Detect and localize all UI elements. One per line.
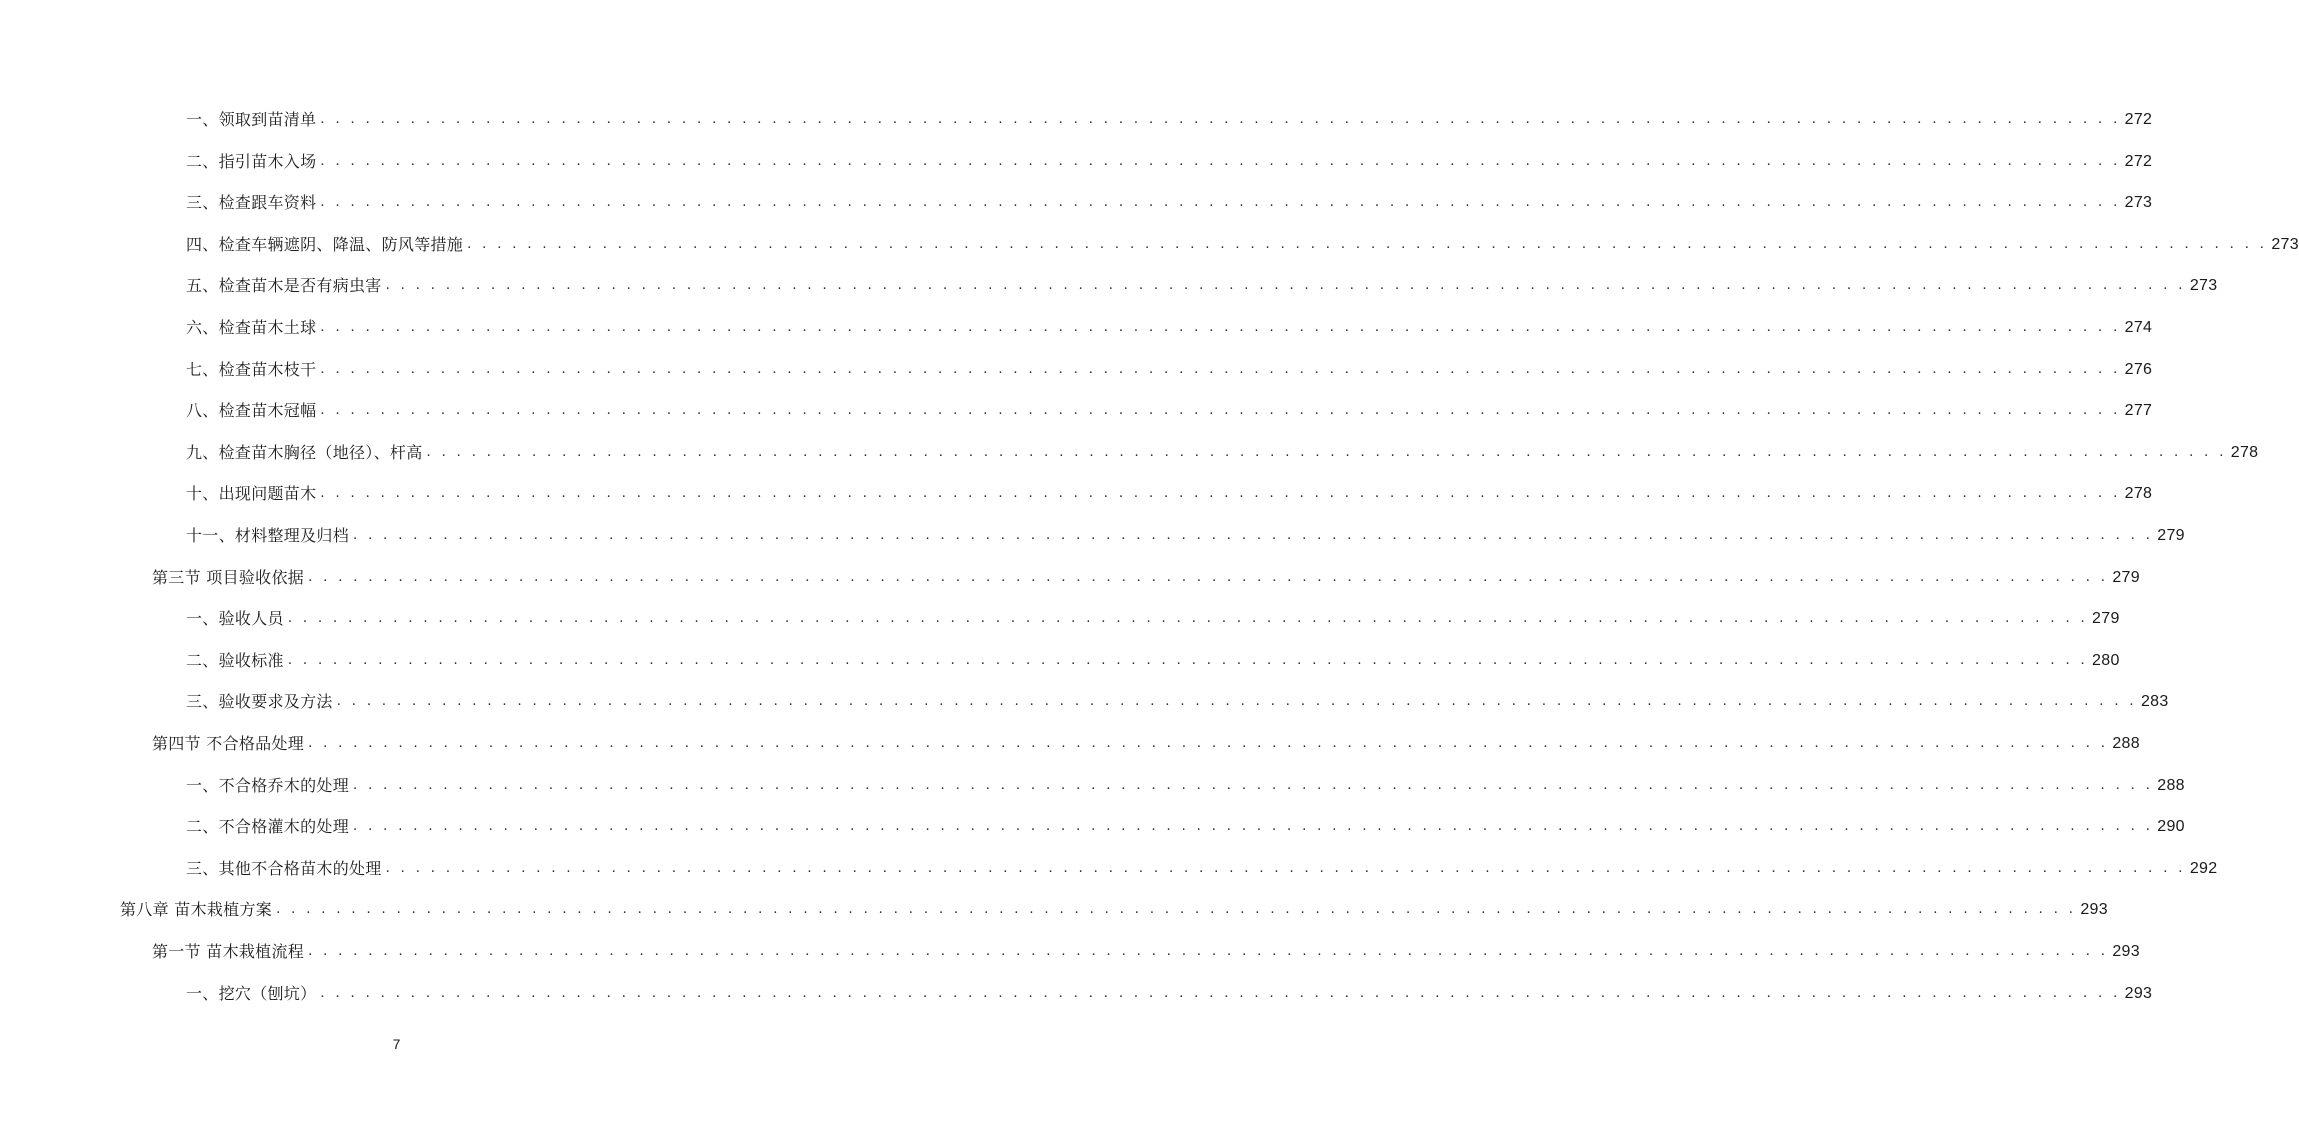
toc-leader-dots: . . . . . . . . . . . . . . . . . . . . . . . . . . . . . . . . . . . . . . . . . . . . . . . . . . . . . . . . . . . . . . . . . . . . . . . . . . . . . . . . . . . . . . . . . . . . . . . . . . . . . . . . . . . . . . . . . . . . . . . . [385,860,2186,876]
toc-entry[interactable] [186,520,2185,546]
toc-leader-dots: . . . . . . . . . . . . . . . . . . . . . . . . . . . . . . . . . . . . . . . . . . . . . . . . . . . . . . . . . . . . . . . . . . . . . . . . . . . . . . . . . . . . . . . . . . . . . . . . . . . . . . . . . . . . . . . . . . . . . . . . [320,195,2121,211]
toc-leader-dots: . . . . . . . . . . . . . . . . . . . . . . . . . . . . . . . . . . . . . . . . . . . . . . . . . . . . . . . . . . . . . . . . . . . . . . . . . . . . . . . . . . . . . . . . . . . . . . . . . . . . . . . . . . . . . . . . . . . . . . . . [320,320,2121,335]
toc-entry-page: 279 [2112,568,2140,586]
toc-entry-page: 279 [2157,527,2185,544]
toc-entry-title: 三、其他不合格苗木的处理 [186,858,382,878]
toc-entry[interactable] [186,229,2299,255]
toc-entry[interactable] [152,562,2140,588]
toc-entry-title: 九、检查苗木胸径（地径）、杆高 [186,442,423,462]
toc-entry-page: 272 [2124,111,2153,128]
toc-entry-page: 272 [2124,152,2153,170]
toc-leader-dots: . . . . . . . . . . . . . . . . . . . . . . . . . . . . . . . . . . . . . . . . . . . . . . . . . . . . . . . . . . . . . . . . . . . . . . . . . . . . . . . . . . . . . . . . . . . . . . . . . . . . . . . . . . . . . . . . . . . . . . . . [385,278,2186,294]
toc-entry[interactable] [186,187,2153,213]
toc-entry[interactable] [186,478,2153,504]
toc-entry-title: 四、检查车辆遮阴、降温、防风等措施 [186,234,464,254]
toc-entry-title: 一、挖穴（刨坑） [186,983,317,1003]
toc-entry-page: 292 [2189,859,2218,877]
toc-leader-dots: . . . . . . . . . . . . . . . . . . . . . . . . . . . . . . . . . . . . . . . . . . . . . . . . . . . . . . . . . . . . . . . . . . . . . . . . . . . . . . . . . . . . . . . . . . . . . . . . . . . . . . . . . . . . . . . . . . . . . . . . [320,112,2121,127]
toc-leader-dots: . . . . . . . . . . . . . . . . . . . . . . . . . . . . . . . . . . . . . . . . . . . . . . . . . . . . . . . . . . . . . . . . . . . . . . . . . . . . . . . . . . . . . . . . . . . . . . . . . . . . . . . . . . . . . . . . . . . . . . . . [320,361,2121,377]
toc-entry-title: 七、检查苗木枝干 [186,359,317,379]
toc-leader-dots: . . . . . . . . . . . . . . . . . . . . . . . . . . . . . . . . . . . . . . . . . . . . . . . . . . . . . . . . . . . . . . . . . . . . . . . . . . . . . . . . . . . . . . . . . . . . . . . . . . . . . . . . . . . . . . . . . . . . . . . . [320,153,2121,169]
toc-entry[interactable] [152,728,2140,754]
toc-entry[interactable] [120,894,2108,920]
toc-entry-title: 二、不合格灌木的处理 [186,817,350,837]
page-number: 7 [392,1036,401,1052]
toc-entry-title: 一、不合格乔木的处理 [186,775,350,795]
toc-leader-dots: . . . . . . . . . . . . . . . . . . . . . . . . . . . . . . . . . . . . . . . . . . . . . . . . . . . . . . . . . . . . . . . . . . . . . . . . . . . . . . . . . . . . . . . . . . . . . . . . . . . . . . . . . . . . . . . . . . . . . . . . [308,944,2109,959]
toc-entry-title: 三、验收要求及方法 [186,692,333,712]
toc-entry-page: 274 [2124,319,2153,336]
toc-entry-page: 273 [2271,235,2299,253]
toc-leader-dots: . . . . . . . . . . . . . . . . . . . . . . . . . . . . . . . . . . . . . . . . . . . . . . . . . . . . . . . . . . . . . . . . . . . . . . . . . . . . . . . . . . . . . . . . . . . . . . . . . . . . . . . . . . . . . . . . . . . . . . . . [320,403,2121,419]
toc-entry-title: 三、检查跟车资料 [186,193,317,213]
toc-entry[interactable] [186,395,2153,421]
toc-leader-dots: . . . . . . . . . . . . . . . . . . . . . . . . . . . . . . . . . . . . . . . . . . . . . . . . . . . . . . . . . . . . . . . . . . . . . . . . . . . . . . . . . . . . . . . . . . . . . . . . . . . . . . . . . . . . . . . . . . . . . . . . [353,528,2154,543]
toc-leader-dots: . . . . . . . . . . . . . . . . . . . . . . . . . . . . . . . . . . . . . . . . . . . . . . . . . . . . . . . . . . . . . . . . . . . . . . . . . . . . . . . . . . . . . . . . . . . . . . . . . . . . . . . . . . . . . . . . . . . . . . . . [336,694,2137,710]
toc-entry[interactable] [186,437,2259,463]
toc-entry-page: 273 [2124,194,2153,212]
toc-entry[interactable] [186,645,2120,671]
toc-leader-dots: . . . . . . . . . . . . . . . . . . . . . . . . . . . . . . . . . . . . . . . . . . . . . . . . . . . . . . . . . . . . . . . . . . . . . . . . . . . . . . . . . . . . . . . . . . . . . . . . . . . . . . . . . . . . . . . . . . . . . . . . [353,819,2154,835]
toc-entry-title: 五、检查苗木是否有病虫害 [186,276,382,296]
toc-entry-title: 一、领取到苗清单 [186,110,317,129]
toc-entry[interactable] [186,104,2153,130]
toc-entry[interactable] [186,603,2120,629]
toc-entry-page: 276 [2124,360,2153,378]
toc-leader-dots: . . . . . . . . . . . . . . . . . . . . . . . . . . . . . . . . . . . . . . . . . . . . . . . . . . . . . . . . . . . . . . . . . . . . . . . . . . . . . . . . . . . . . . . . . . . . . . . . . . . . . . . . . . . . . . . . . . . . . . . . [287,652,2089,668]
toc-leader-dots: . . . . . . . . . . . . . . . . . . . . . . . . . . . . . . . . . . . . . . . . . . . . . . . . . . . . . . . . . . . . . . . . . . . . . . . . . . . . . . . . . . . . . . . . . . . . . . . . . . . . . . . . . . . . . . . . . . . . . . . . [467,236,2268,252]
toc-entry-page: 277 [2124,402,2153,420]
toc-entry[interactable] [186,686,2169,712]
toc-entry[interactable] [152,936,2140,962]
toc-entry-title: 第三节 项目验收依据 [152,567,305,587]
toc-entry-title: 第八章 苗木栽植方案 [120,900,273,920]
toc-entry-page: 288 [2157,776,2185,794]
toc-entry[interactable] [186,811,2185,837]
toc-entry[interactable] [186,270,2218,296]
toc-entry[interactable] [186,312,2153,338]
toc-entry-page: 288 [2112,735,2140,752]
toc-entry-title: 第四节 不合格品处理 [152,734,305,753]
toc-entry-title: 第一节 苗木栽植流程 [152,942,305,961]
toc-leader-dots: . . . . . . . . . . . . . . . . . . . . . . . . . . . . . . . . . . . . . . . . . . . . . . . . . . . . . . . . . . . . . . . . . . . . . . . . . . . . . . . . . . . . . . . . . . . . . . . . . . . . . . . . . . . . . . . . . . . . . . . . [308,736,2109,751]
toc-entry-title: 十一、材料整理及归档 [186,526,350,545]
toc-entry-title: 六、检查苗木土球 [186,318,317,337]
toc-entry-page: 278 [2124,485,2153,503]
toc-leader-dots: . . . . . . . . . . . . . . . . . . . . . . . . . . . . . . . . . . . . . . . . . . . . . . . . . . . . . . . . . . . . . . . . . . . . . . . . . . . . . . . . . . . . . . . . . . . . . . . . . . . . . . . . . . . . . . . . . . . . . . . . [353,777,2154,793]
toc-entry[interactable] [186,146,2153,172]
toc-entry-page: 283 [2140,693,2169,711]
toc-entry-page: 290 [2157,818,2185,836]
toc-entry[interactable] [186,853,2218,879]
toc-leader-dots: . . . . . . . . . . . . . . . . . . . . . . . . . . . . . . . . . . . . . . . . . . . . . . . . . . . . . . . . . . . . . . . . . . . . . . . . . . . . . . . . . . . . . . . . . . . . . . . . . . . . . . . . . . . . . . . . . . . . . . . . [426,444,2227,460]
toc-entry-page: 280 [2092,651,2120,669]
toc-entry-title: 二、验收标准 [186,650,284,670]
toc-entry-title: 一、验收人员 [186,609,284,629]
toc-leader-dots: . . . . . . . . . . . . . . . . . . . . . . . . . . . . . . . . . . . . . . . . . . . . . . . . . . . . . . . . . . . . . . . . . . . . . . . . . . . . . . . . . . . . . . . . . . . . . . . . . . . . . . . . . . . . . . . . . . . . . . . . [320,486,2121,502]
toc-entry-page: 293 [2080,901,2108,919]
toc-leader-dots: . . . . . . . . . . . . . . . . . . . . . . . . . . . . . . . . . . . . . . . . . . . . . . . . . . . . . . . . . . . . . . . . . . . . . . . . . . . . . . . . . . . . . . . . . . . . . . . . . . . . . . . . . . . . . . . . . . . . . . . . [276,902,2077,918]
toc-entry-page: 279 [2092,610,2120,628]
toc-entry-page: 293 [2112,943,2140,960]
toc-entry[interactable] [186,354,2153,380]
toc-entry-title: 十、出现问题苗木 [186,484,317,504]
toc-entry-page: 293 [2124,984,2153,1002]
toc-leader-dots: . . . . . . . . . . . . . . . . . . . . . . . . . . . . . . . . . . . . . . . . . . . . . . . . . . . . . . . . . . . . . . . . . . . . . . . . . . . . . . . . . . . . . . . . . . . . . . . . . . . . . . . . . . . . . . . . . . . . . . . . [308,569,2109,585]
toc-entry-page: 278 [2230,443,2259,461]
toc-entry[interactable] [186,770,2185,796]
toc-entry[interactable] [186,978,2153,1004]
toc-entry-title: 二、指引苗木入场 [186,151,317,171]
toc-entry-page: 273 [2189,277,2218,295]
toc-entry-title: 八、检查苗木冠幅 [186,401,317,421]
toc-leader-dots: . . . . . . . . . . . . . . . . . . . . . . . . . . . . . . . . . . . . . . . . . . . . . . . . . . . . . . . . . . . . . . . . . . . . . . . . . . . . . . . . . . . . . . . . . . . . . . . . . . . . . . . . . . . . . . . . . . . . . . . . [287,611,2089,627]
toc-leader-dots: . . . . . . . . . . . . . . . . . . . . . . . . . . . . . . . . . . . . . . . . . . . . . . . . . . . . . . . . . . . . . . . . . . . . . . . . . . . . . . . . . . . . . . . . . . . . . . . . . . . . . . . . . . . . . . . . . . . . . . . . [320,985,2121,1001]
